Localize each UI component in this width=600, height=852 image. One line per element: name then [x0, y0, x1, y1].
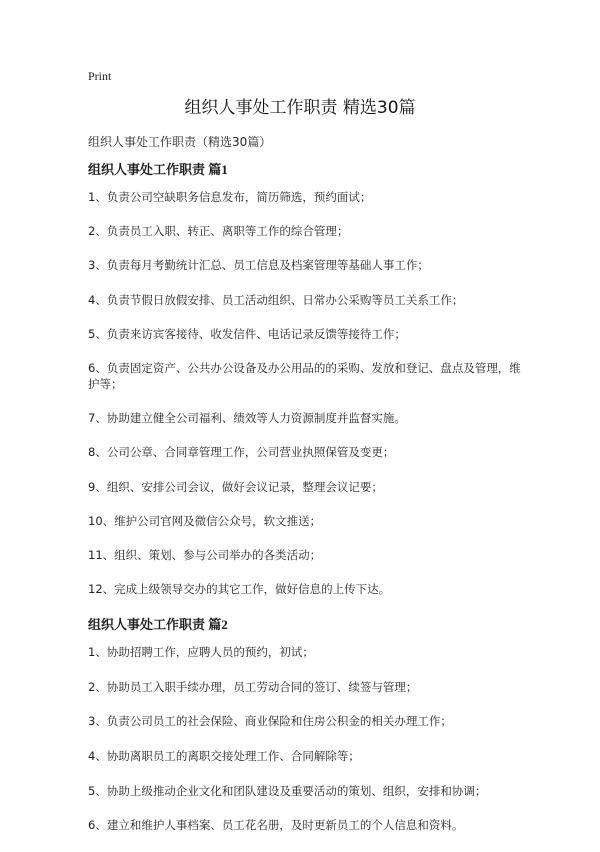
- list-item: 5、负责来访宾客接待、收发信件、电话记录反馈等接待工作；: [88, 326, 406, 341]
- list-item: 3、负责每月考勤统计汇总、员工信息及档案管理等基础人事工作；: [88, 258, 429, 273]
- list-item: 1、协助招聘工作，应聘人员的预约，初试；: [88, 645, 314, 660]
- list-item: 6、建立和维护人事档案、员工花名册，及时更新员工的个人信息和资料。: [88, 818, 464, 833]
- list-item: 9、组织、安排公司会议，做好会议记录，整理会议记要；: [88, 479, 383, 494]
- list-item: 10、维护公司官网及微信公众号，软文推送；: [88, 513, 322, 528]
- list-item: 8、公司公章、合同章管理工作，公司营业执照保管及变更；: [88, 445, 395, 460]
- list-item: 2、协助员工入职手续办理，员工劳动合同的签订、续签与管理；: [88, 679, 418, 694]
- document-subtitle: 组织人事处工作职责（精选30篇）: [88, 135, 272, 149]
- list-item: 12、完成上级领导交办的其它工作，做好信息的上传下达。: [88, 582, 391, 597]
- document-content: [88, 160, 528, 852]
- section-heading: 组织人事处工作职责 篇1: [88, 162, 228, 177]
- list-item: 1、负责公司空缺职务信息发布，简历筛选，预约面试；: [88, 190, 372, 204]
- section-heading: 组织人事处工作职责 篇2: [88, 617, 228, 633]
- print-link[interactable]: Print: [88, 69, 112, 83]
- list-item: 2、负责员工入职、转正、离职等工作的综合管理；: [88, 224, 349, 239]
- list-item: 6、负责固定资产、公共办公设备及办公用品的的采购、发放和登记、盘点及管理，维护等；: [88, 360, 521, 391]
- list-item: 3、负责公司员工的社会保险、商业保险和住房公积金的相关办理工作；: [88, 714, 452, 729]
- list-item: 7、协助建立健全公司福利、绩效等人力资源制度并监督实施。: [88, 411, 406, 426]
- page-title: 组织人事处工作职责 精选30篇: [184, 98, 416, 118]
- list-item: 5、协助上级推动企业文化和团队建设及重要活动的策划、组织，安排和协调；: [88, 783, 487, 798]
- list-item: 4、协助离职员工的离职交接处理工作、合同解除等；: [88, 749, 360, 764]
- list-item: 4、负责节假日放假安排、员工活动组织、日常办公采购等员工关系工作；: [88, 292, 464, 307]
- list-item: 11、组织、策划、参与公司举办的各类活动；: [88, 547, 322, 562]
